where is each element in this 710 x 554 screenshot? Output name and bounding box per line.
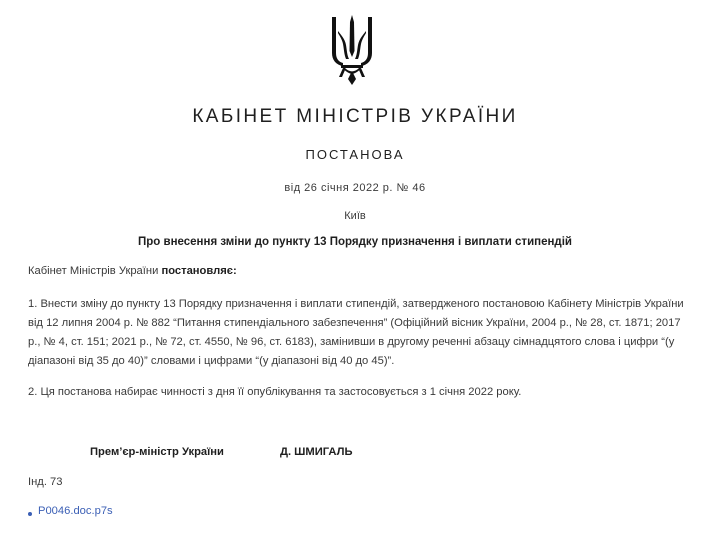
document-city: Київ [344,210,366,222]
intro-paragraph [28,262,692,281]
trident-emblem-icon [329,13,375,87]
bullet-icon [28,512,32,516]
intro-text: Кабінет Міністрів України [28,265,162,277]
org-title: КАБІНЕТ МІНІСТРІВ УКРАЇНИ [192,106,518,127]
document-date: від 26 січня 2022 р. № 46 [284,182,426,194]
paragraph-2: 2. Ця постанова набирає чинності з дня її опублікування та застосовується з 1 січня 2022 року. [28,386,522,398]
signature-role: Прем’єр-міністр України [90,446,224,458]
paragraph-1: 1. Внести зміну до пункту 13 Порядку призначення і виплати стипендій, затвердженого постановою Кабінету Міністрів України від 12 липня 2004 р. № 882 “Питання стипендіального забезпечення” (Офіційний вісник України, 2004 р., № 28, ст. 1871; 2017 р., № 4, ст. 151; 2021 р., № 72, ст. 4550, № 96, ст. 6183), замінивши в другому реченні абзацу сімнадцятого слова і цифри “(у діапазоні від 35 до 40)” словами і цифрами “(у діапазоні від 40 до 45)”. [28,298,684,367]
document-subject: Про внесення зміни до пункту 13 Порядку призначення і виплати стипендій [138,236,572,248]
intro-bold: постановляє: [161,265,237,277]
attachment-link[interactable]: P0046.doc.p7s [38,505,113,517]
document-index: Інд. 73 [28,476,63,488]
signature-name: Д. ШМИГАЛЬ [280,446,353,458]
document-type: ПОСТАНОВА [305,147,405,162]
